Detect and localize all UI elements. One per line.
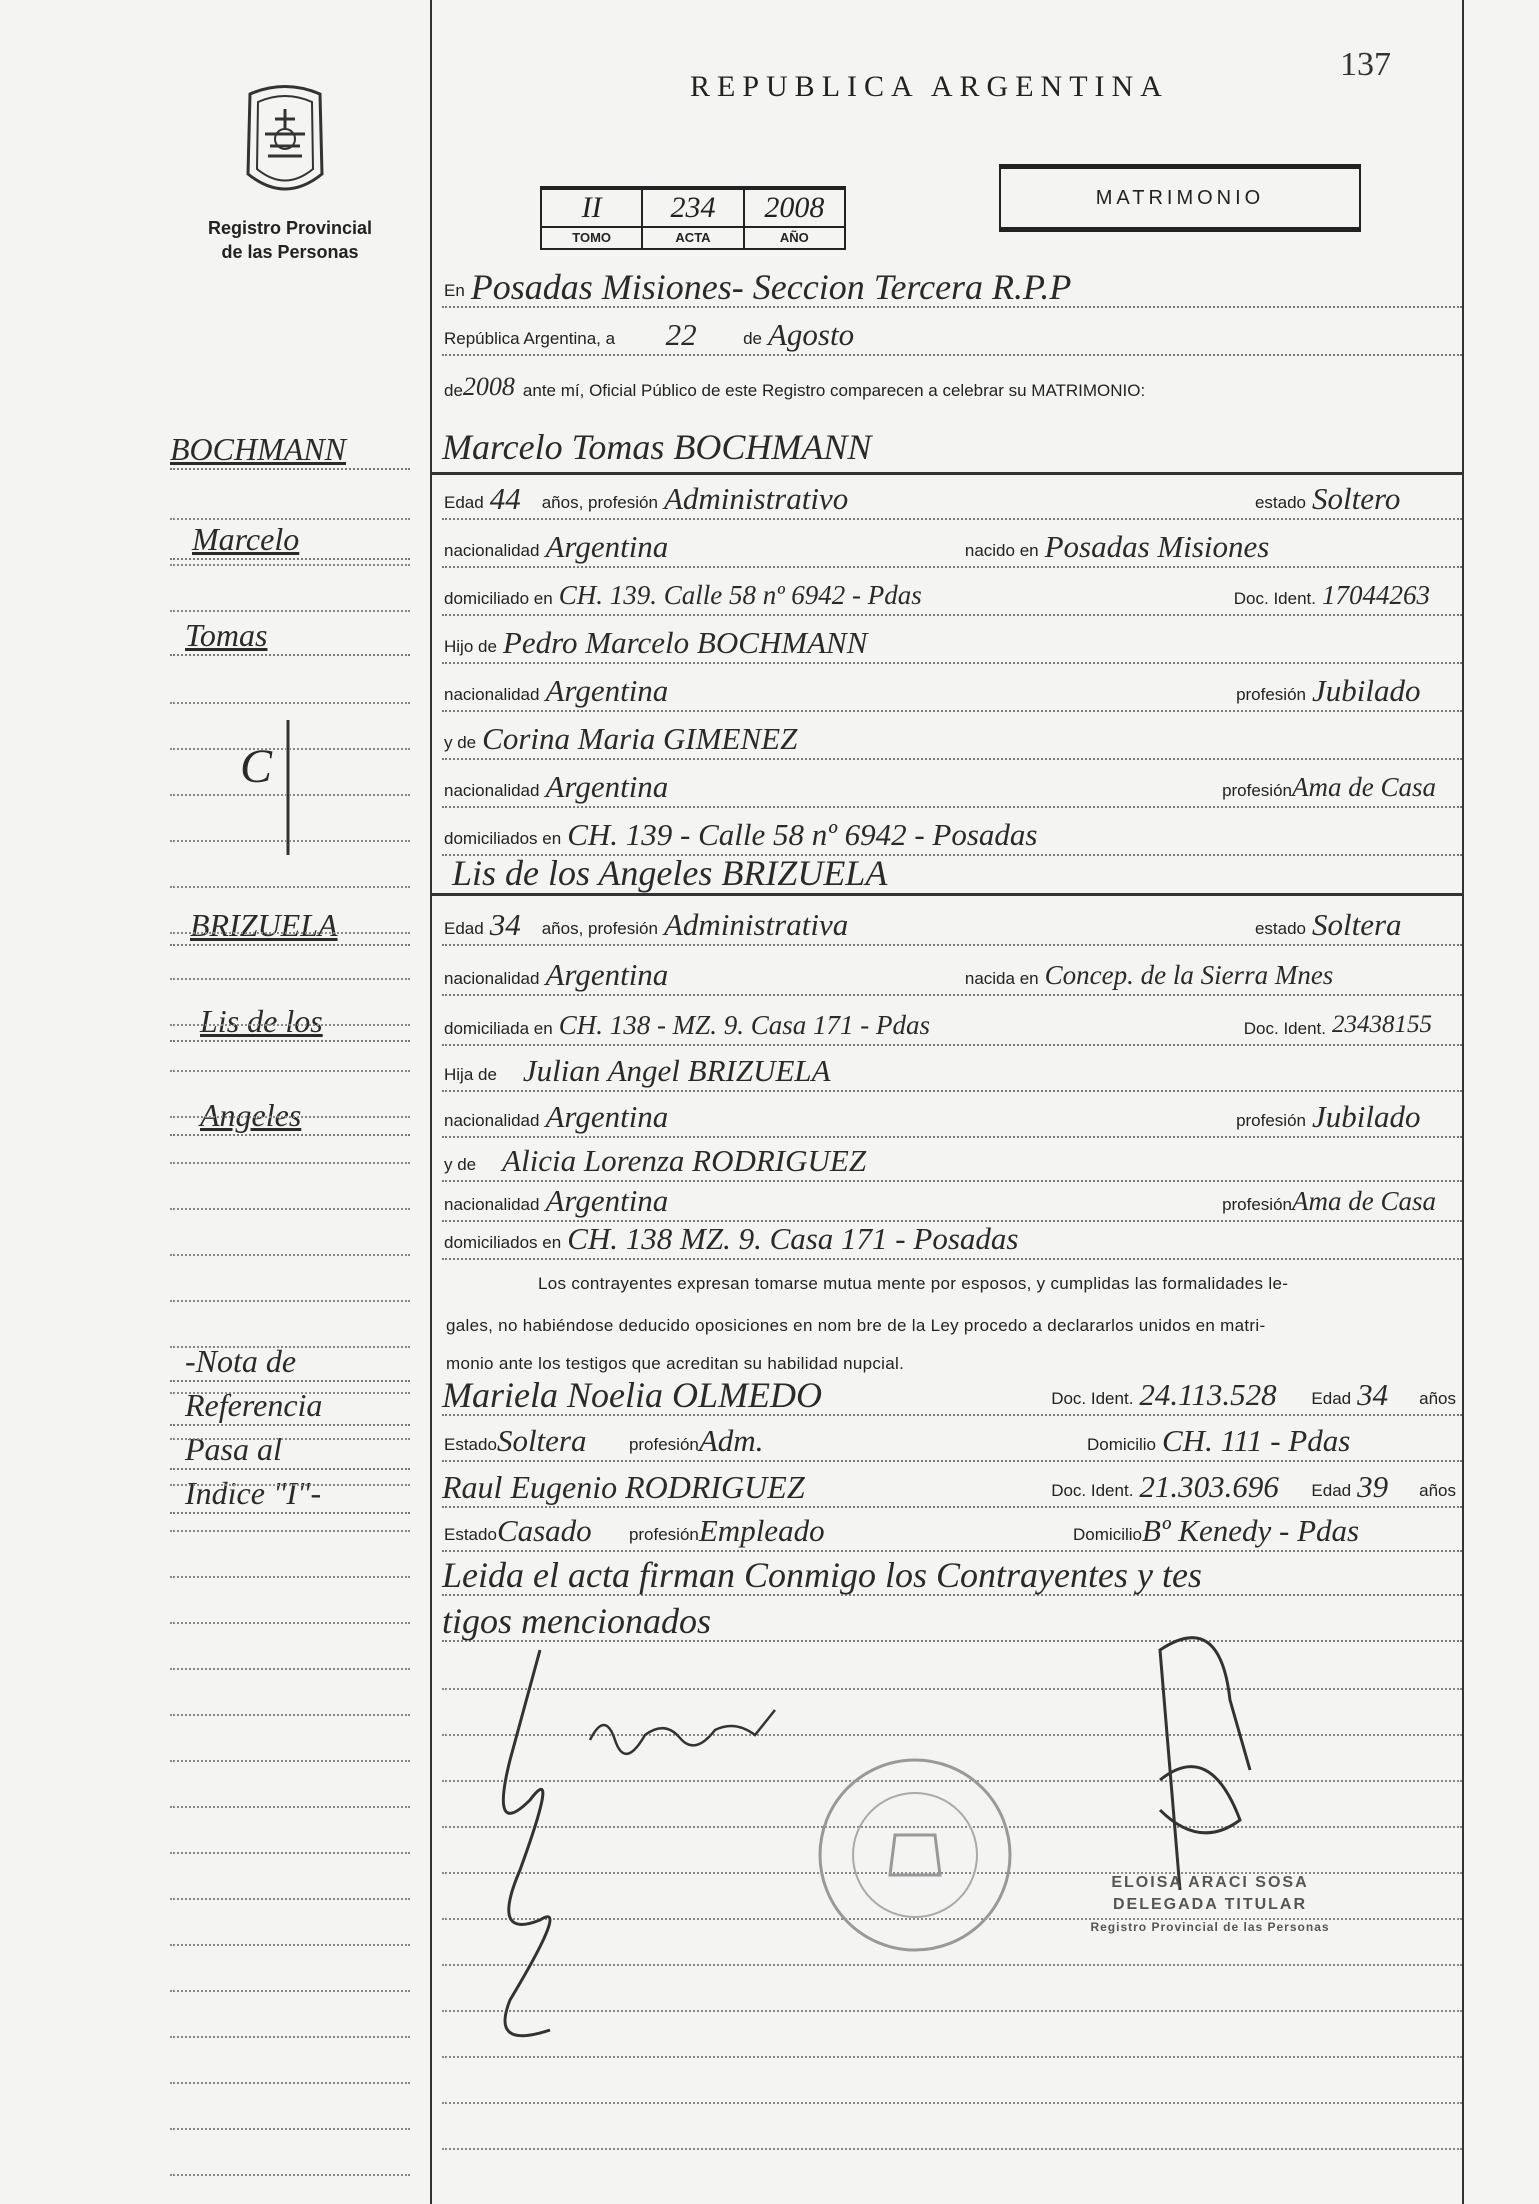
profesion-label: profesión [1236, 1111, 1306, 1130]
ruled-line [170, 1530, 410, 1532]
margin-given1a: Marcelo [192, 521, 300, 557]
ruled-line [170, 1116, 410, 1118]
officer-stamp [1080, 1872, 1340, 1938]
closing-line: Leida el acta firman Conmigo los Contrayentes y tes [442, 1555, 1202, 1595]
bride-dom-row [442, 1000, 1462, 1046]
closing-row [442, 1596, 1462, 1642]
margin-note [170, 1424, 410, 1470]
nacionalidad-label: nacionalidad [444, 1111, 540, 1130]
groom-mother-row [442, 714, 1462, 760]
groom-father-prof: Jubilado [1312, 673, 1421, 708]
groom-profesion: Administrativo [663, 481, 849, 516]
place-value: Posadas Misiones- Seccion Tercera R.P.P [470, 267, 1072, 307]
margin-note-line: Indice "I"- [185, 1475, 322, 1511]
bride-nac-row [442, 950, 1462, 996]
signature-bride [585, 1700, 785, 1760]
bride-domicilio: CH. 138 - MZ. 9. Casa 171 - Pdas [558, 1010, 930, 1040]
ruled-line [170, 748, 410, 750]
nacionalidad-label: nacionalidad [444, 781, 540, 800]
bride-mother-nac: Argentina [545, 1183, 669, 1218]
page-number: 137 [1340, 46, 1391, 83]
witness1-doc: 24.113.528 [1139, 1377, 1277, 1412]
witness2-profesion: Empleado [698, 1513, 825, 1548]
doc-label: Doc. Ident. [1051, 1481, 1134, 1500]
margin-row [170, 424, 410, 470]
bride-mother: Alicia Lorenza RODRIGUEZ [502, 1143, 867, 1178]
witness1-estado: Soltera [496, 1423, 587, 1458]
ruled-line [170, 1622, 410, 1624]
ruled-line [170, 564, 410, 566]
right-border [1462, 0, 1464, 2204]
domiciliados-label: domiciliados en [444, 829, 562, 848]
divider [432, 893, 1463, 896]
margin-row [170, 1090, 410, 1136]
acta-label: ACTA [675, 230, 711, 245]
estado-label: Estado [444, 1435, 497, 1454]
groom-mother-prof: Ama de Casa [1292, 772, 1436, 802]
year-value: 2008 [462, 372, 515, 401]
ruled-line [170, 1668, 410, 1670]
page-title: REPUBLICA ARGENTINA [690, 70, 1169, 103]
bride-parents-dom: CH. 138 MZ. 9. Casa 171 - Posadas [567, 1221, 1019, 1256]
ruled-line [170, 1070, 410, 1072]
margin-note-line: Referencia [185, 1387, 323, 1423]
witness2-doc: 21.303.696 [1139, 1469, 1279, 1504]
day-value: 22 [665, 317, 697, 352]
place-row [442, 262, 1462, 308]
ruled-line [170, 1576, 410, 1578]
anos-label: años [1419, 1389, 1456, 1408]
profesion-label: años, profesión [541, 493, 658, 512]
margin-given1b: Tomas [185, 617, 268, 653]
edad-label: Edad [444, 919, 484, 938]
document-type-box: MATRIMONIO [999, 164, 1361, 232]
declaration-line: Los contrayentes expresan tomarse mutua mente por esposos, y cumplidas las formalidades le- [538, 1274, 1289, 1293]
anos-label: años [1419, 1481, 1456, 1500]
bride-father: Julian Angel BRIZUELA [522, 1053, 831, 1088]
witness2-name: Raul Eugenio RODRIGUEZ [442, 1469, 805, 1505]
ruled-line [170, 1714, 410, 1716]
nacionalidad-label: nacionalidad [444, 685, 540, 704]
ruled-line [170, 2128, 410, 2130]
bride-mother-prof: Ama de Casa [1292, 1186, 1436, 1216]
groom-nacido: Posadas Misiones [1044, 529, 1270, 564]
doc-label: Doc. Ident. [1233, 589, 1316, 608]
ruled-line [170, 2174, 410, 2176]
margin-surname2: BRIZUELA [190, 907, 338, 943]
estado-label: Estado [444, 1525, 497, 1544]
profesion-label: profesión [628, 1525, 699, 1544]
witness1-edad: 34 [1357, 1377, 1389, 1412]
bride-profesion: Administrativa [663, 907, 849, 942]
tomo-value: II [542, 190, 641, 228]
margin-bracket [270, 720, 300, 860]
province-seal-logo [240, 84, 330, 199]
domicilio-label: Domicilio [1073, 1525, 1142, 1544]
bride-nacida: Concep. de la Sierra Mnes [1044, 960, 1334, 990]
bride-father-prof: Jubilado [1312, 1099, 1421, 1134]
ruled-line [170, 886, 410, 888]
profesion-label: profesión [1236, 685, 1306, 704]
groom-doc: 17044263 [1322, 580, 1430, 610]
ruled-line [170, 1438, 410, 1440]
ruled-line [170, 840, 410, 842]
margin-given2a: Lis de los [200, 1003, 323, 1039]
groom-age-row [442, 474, 1462, 520]
doc-label: Doc. Ident. [1051, 1389, 1134, 1408]
hija-label: Hija de [444, 1065, 497, 1084]
ruled-line [170, 1024, 410, 1026]
tomo-label: TOMO [572, 230, 612, 245]
officer-title: DELEGADA TITULAR [1112, 1896, 1308, 1913]
hijo-label: Hijo de [444, 637, 497, 656]
profesion-label: profesión [1222, 781, 1292, 800]
bride-doc: 23438155 [1332, 1011, 1432, 1038]
bride-father-nac-row [442, 1092, 1462, 1138]
groom-edad: 44 [489, 481, 521, 516]
ruled-line [170, 794, 410, 796]
doc-label: Doc. Ident. [1243, 1019, 1326, 1038]
ruled-line [170, 1898, 410, 1900]
edad-label: Edad [1311, 1481, 1352, 1500]
witness2-estado: Casado [496, 1513, 592, 1548]
declaration-line: gales, no habiéndose deducido oposiciones en nom bre de la Ley procedo a declararlos unidos en matri- [446, 1316, 1266, 1335]
year-row [442, 360, 1462, 406]
witness1-row [442, 1370, 1462, 1416]
y-de-label: y de [444, 1155, 477, 1174]
margin-row [170, 610, 410, 656]
estado-label: estado [1254, 493, 1306, 512]
y-de-label: y de [444, 733, 477, 752]
margin-note [170, 1380, 410, 1426]
ano-value: 2008 [745, 190, 844, 228]
margin-note [170, 1468, 410, 1514]
ruled-line [170, 1392, 410, 1394]
groom-father-nac: Argentina [545, 673, 669, 708]
ruled-line [442, 2056, 1462, 2058]
ruled-line [170, 1760, 410, 1762]
margin-row [170, 996, 410, 1042]
republica-label: República Argentina, a [444, 329, 616, 348]
ruled-line [170, 1990, 410, 1992]
ruled-line [170, 518, 410, 520]
margin-note-line: Pasa al [185, 1431, 282, 1467]
estado-label: estado [1254, 919, 1306, 938]
bride-age-row [442, 900, 1462, 946]
margin-divider [430, 0, 432, 2204]
de2-label: de [444, 381, 463, 400]
ruled-line [170, 1484, 410, 1486]
bride-name: Lis de los Angeles BRIZUELA [452, 853, 888, 893]
groom-father-nac-row [442, 666, 1462, 712]
witness1-profesion: Adm. [698, 1423, 764, 1458]
margin-surname1: BOCHMANN [170, 431, 346, 467]
margin-conjunction: C [240, 740, 273, 793]
registry-line2: de las Personas [221, 242, 359, 262]
groom-name: Marcelo Tomas BOCHMANN [442, 427, 872, 467]
date-row [442, 310, 1462, 356]
ruled-line [170, 610, 410, 612]
ruled-line [442, 2102, 1462, 2104]
official-seal [815, 1755, 1015, 1955]
month-value: Agosto [767, 317, 855, 352]
signature-groom [470, 1640, 590, 2060]
bride-father-nac: Argentina [545, 1099, 669, 1134]
nacionalidad-label: nacionalidad [444, 969, 540, 988]
domiciliada-label: domiciliada en [444, 1019, 553, 1038]
closing-row [442, 1550, 1462, 1596]
bride-edad: 34 [489, 907, 521, 942]
officer-org: Registro Provincial de las Personas [1090, 1920, 1330, 1934]
nacionalidad-label: nacionalidad [444, 541, 540, 560]
ruled-line [170, 1944, 410, 1946]
acta-value: 234 [643, 190, 742, 228]
witness1-details-row [442, 1416, 1462, 1462]
groom-mother-nac-row [442, 762, 1462, 808]
profesion-label: profesión [628, 1435, 699, 1454]
ruled-line [442, 1964, 1462, 1966]
witness2-details-row [442, 1506, 1462, 1552]
groom-mother-nac: Argentina [545, 769, 669, 804]
ruled-line [442, 2010, 1462, 2012]
nacida-label: nacida en [964, 969, 1039, 988]
groom-father: Pedro Marcelo BOCHMANN [502, 625, 868, 660]
margin-note [170, 1336, 410, 1382]
witness2-row [442, 1462, 1462, 1508]
ruled-line [170, 1300, 410, 1302]
intro-text: ante mí, Oficial Público de este Registro comparecen a celebrar su MATRIMONIO: [522, 381, 1146, 400]
edad-label: Edad [1311, 1389, 1352, 1408]
ruled-line [170, 1852, 410, 1854]
ruled-line [170, 978, 410, 980]
ano-label: AÑO [779, 230, 809, 245]
ruled-line [442, 2148, 1462, 2150]
officer-name: ELOISA ARACI SOSA [1111, 1874, 1309, 1891]
witness1-domicilio: CH. 111 - Pdas [1162, 1423, 1351, 1458]
witness2-edad: 39 [1357, 1469, 1389, 1504]
ruled-line [170, 1254, 410, 1256]
nacionalidad-label: nacionalidad [444, 1195, 540, 1214]
ruled-line [170, 1346, 410, 1348]
groom-nacionalidad: Argentina [545, 529, 669, 564]
bride-nacionalidad: Argentina [545, 957, 669, 992]
bride-father-row [442, 1046, 1462, 1092]
groom-parents-dom: CH. 139 - Calle 58 nº 6942 - Posadas [567, 817, 1038, 852]
groom-nac-row [442, 522, 1462, 568]
groom-domicilio: CH. 139. Calle 58 nº 6942 - Pdas [558, 580, 922, 610]
ruled-line [442, 1688, 1462, 1690]
profesion-label: años, profesión [541, 919, 658, 938]
groom-dom-row [442, 570, 1462, 616]
tomo-acta-ano-box [540, 186, 846, 250]
groom-mother: Corina Maria GIMENEZ [482, 721, 798, 756]
domicilio-label: Domicilio [1087, 1435, 1156, 1454]
margin-row [170, 514, 410, 560]
margin-row [170, 900, 410, 946]
closing-line: tigos mencionados [442, 1601, 711, 1641]
bride-name-row [442, 846, 1462, 892]
profesion-label: profesión [1222, 1195, 1292, 1214]
ruled-line [170, 932, 410, 934]
nacido-label: nacido en [964, 541, 1039, 560]
ruled-line [170, 1162, 410, 1164]
groom-name-row [442, 420, 1462, 466]
witness1-name: Mariela Noelia OLMEDO [442, 1375, 822, 1415]
bride-estado: Soltera [1312, 907, 1402, 942]
ruled-line [170, 702, 410, 704]
en-label: En [444, 281, 465, 300]
signature-officer [1100, 1620, 1280, 1900]
witness2-domicilio: Bº Kenedy - Pdas [1142, 1513, 1360, 1548]
ruled-line [170, 1208, 410, 1210]
groom-estado: Soltero [1312, 481, 1401, 516]
registry-line1: Registro Provincial [207, 218, 373, 238]
domiciliados-label: domiciliados en [444, 1233, 562, 1252]
de-label: de [743, 329, 762, 348]
registry-name [180, 216, 400, 264]
ruled-line [170, 2082, 410, 2084]
declaration-line: monio ante los testigos que acreditan su habilidad nupcial. [446, 1354, 905, 1373]
ruled-line [170, 1806, 410, 1808]
groom-father-row [442, 618, 1462, 664]
bride-parents-dom-row [442, 1214, 1462, 1260]
edad-label: Edad [444, 493, 484, 512]
ruled-line [170, 2036, 410, 2038]
margin-given2b: Angeles [200, 1097, 302, 1133]
domiciliado-label: domiciliado en [444, 589, 553, 608]
margin-note-line: -Nota de [185, 1343, 297, 1379]
